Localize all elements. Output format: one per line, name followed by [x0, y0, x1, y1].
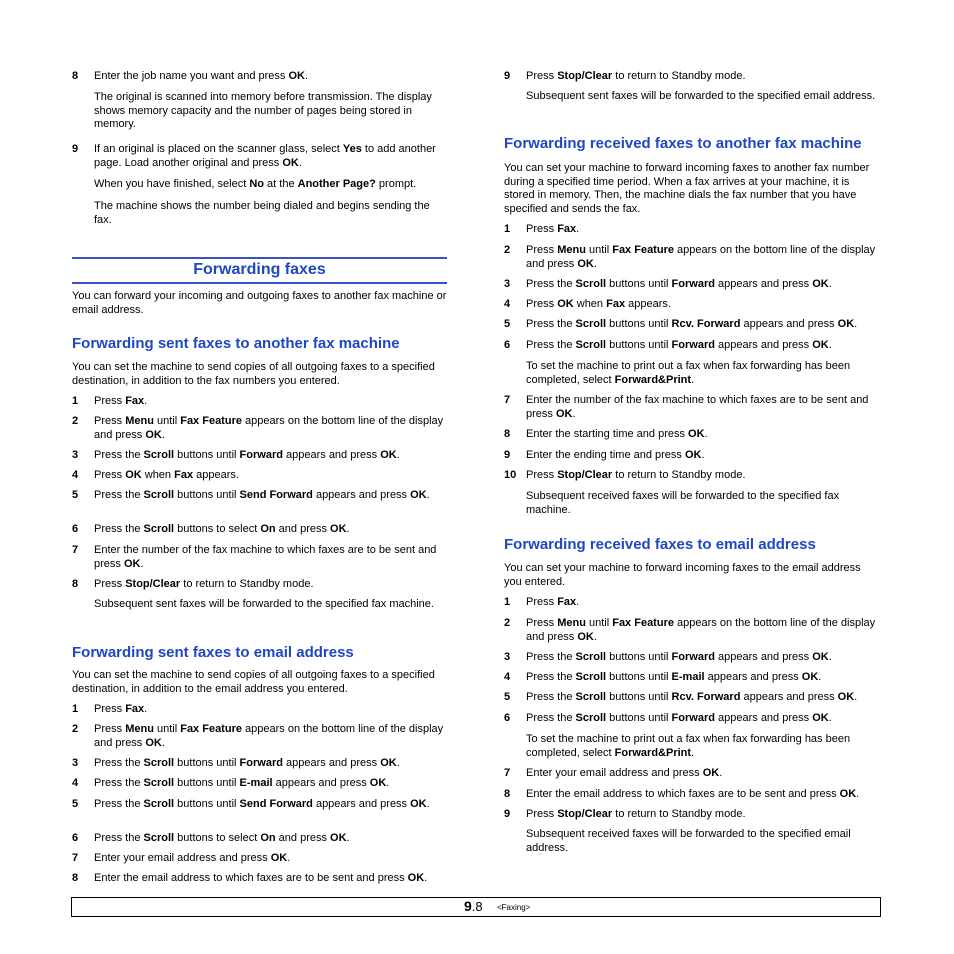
step-number: 1	[72, 395, 79, 407]
page-footer	[71, 897, 881, 917]
step-text: Press Stop/Clear to return to Standby mode.	[526, 70, 746, 82]
step-text: Press the Scroll buttons until E-mail appears and press OK.	[526, 671, 822, 683]
step-number: 6	[72, 832, 79, 844]
step-text: Press Menu until Fax Feature appears on the bottom line of the display and press OK.	[94, 415, 444, 441]
step-text: Enter the job name you want and press OK.	[94, 70, 309, 82]
step-note: The machine shows the number being dialed and begins sending the fax.	[94, 200, 430, 226]
step-text: Press the Scroll buttons until Send Forward appears and press OK.	[94, 798, 430, 810]
section-title-text: Forwarding faxes	[193, 261, 326, 278]
step-note: When you have finished, select No at the Another Page? prompt.	[94, 178, 417, 190]
step-number: 4	[72, 469, 79, 481]
step-number: 9	[504, 70, 511, 82]
step-note: Subsequent received faxes will be forwarded to the specified fax machine.	[526, 490, 840, 516]
step-text: Enter your email address and press OK.	[94, 852, 291, 864]
step-number: 4	[72, 777, 79, 789]
step-text: Press OK when Fax appears.	[94, 469, 239, 481]
step-note: To set the machine to print out a fax when fax forwarding has been completed, select Forward&Print.	[526, 733, 851, 759]
step-text: Press Stop/Clear to return to Standby mode.	[526, 469, 746, 481]
step-number: 8	[72, 872, 79, 884]
step-text: Press the Scroll buttons until Forward appears and press OK.	[94, 757, 400, 769]
step-text: Enter the ending time and press OK.	[526, 449, 705, 461]
step-text: Press Fax.	[526, 223, 580, 235]
step-text: Press the Scroll buttons until Forward appears and press OK.	[526, 712, 832, 724]
step-text: Press the Scroll buttons until Forward appears and press OK.	[526, 278, 832, 290]
step-number: 3	[504, 278, 511, 290]
step-number: 1	[504, 596, 511, 608]
step-text: Press the Scroll buttons until Forward appears and press OK.	[526, 339, 832, 351]
step-number: 8	[72, 578, 79, 590]
step-text: Press the Scroll buttons until E-mail appears and press OK.	[94, 777, 390, 789]
step-text: Press the Scroll buttons to select On and press OK.	[94, 832, 350, 844]
step-text: Press the Scroll buttons to select On and press OK.	[94, 523, 350, 535]
recv-email-intro: You can set your machine to forward incoming faxes to the email address you entered.	[504, 562, 861, 588]
step-number: 4	[504, 298, 511, 310]
sent-email-intro: You can set the machine to send copies of all outgoing faxes to a specified destination, in addition to the email address you entered.	[72, 669, 435, 695]
step-text: Press OK when Fax appears.	[526, 298, 671, 310]
step-note: Subsequent received faxes will be forwarded to the specified email address.	[526, 828, 851, 854]
heading-recv-email: Forwarding received faxes to email address	[504, 536, 816, 553]
step-number: 3	[72, 449, 79, 461]
step-number: 7	[72, 852, 79, 864]
section-title	[72, 257, 447, 284]
step-number: 2	[72, 723, 79, 735]
step-number: 5	[72, 798, 79, 810]
step-number: 5	[72, 489, 79, 501]
step-number: 7	[504, 767, 511, 779]
step-text: Press the Scroll buttons until Forward appears and press OK.	[94, 449, 400, 461]
page-chapter-number: 9	[464, 898, 472, 914]
step-text: Press Menu until Fax Feature appears on the bottom line of the display and press OK.	[526, 617, 876, 643]
recv-fax-intro: You can set your machine to forward incoming faxes to another fax number during a specified time period. When a fax arrives at your machine, it is stored in memory. Then, the machine dials the fax number that you have specified and sends the fax.	[504, 162, 870, 216]
step-text: Enter the email address to which faxes are to be sent and press OK.	[526, 788, 860, 800]
step-number: 6	[72, 523, 79, 535]
step-note: Subsequent sent faxes will be forwarded to the specified fax machine.	[94, 598, 434, 610]
step-text: Press the Scroll buttons until Forward appears and press OK.	[526, 651, 832, 663]
chapter-name: <Faxing>	[497, 903, 531, 912]
step-text: Press Stop/Clear to return to Standby mode.	[526, 808, 746, 820]
step-text: Press the Scroll buttons until Send Forward appears and press OK.	[94, 489, 430, 501]
page-number	[464, 899, 483, 914]
step-text: Press Fax.	[94, 395, 148, 407]
step-number: 8	[504, 788, 511, 800]
step-number: 5	[504, 318, 511, 330]
step-text: Enter your email address and press OK.	[526, 767, 723, 779]
step-text: Enter the number of the fax machine to which faxes are to be sent and press OK.	[526, 394, 869, 420]
step-number: 8	[504, 428, 511, 440]
heading-recv-fax: Forwarding received faxes to another fax machine	[504, 135, 862, 152]
sent-fax-intro: You can set the machine to send copies of all outgoing faxes to a specified destination, in addition to the fax numbers you entered.	[72, 361, 435, 387]
step-text: Press Menu until Fax Feature appears on the bottom line of the display and press OK.	[526, 244, 876, 270]
section-intro: You can forward your incoming and outgoing faxes to another fax machine or email address.	[72, 290, 447, 316]
step-number: 7	[72, 544, 79, 556]
step-number: 1	[72, 703, 79, 715]
step-number: 3	[504, 651, 511, 663]
step-number: 9	[504, 808, 511, 820]
step-text: Press Fax.	[526, 596, 580, 608]
step-text: Press the Scroll buttons until Rcv. Forward appears and press OK.	[526, 691, 858, 703]
step-number: 6	[504, 339, 511, 351]
step-text: Press Menu until Fax Feature appears on the bottom line of the display and press OK.	[94, 723, 444, 749]
step-number: 2	[504, 244, 511, 256]
step-number: 9	[72, 143, 79, 155]
step-text: Enter the starting time and press OK.	[526, 428, 708, 440]
step-number: 7	[504, 394, 511, 406]
step-text: Press the Scroll buttons until Rcv. Forward appears and press OK.	[526, 318, 858, 330]
heading-sent-fax: Forwarding sent faxes to another fax machine	[72, 335, 400, 352]
step-note: The original is scanned into memory before transmission. The display shows memory capacity and the number of pages being stored in memory.	[94, 91, 432, 131]
heading-sent-email: Forwarding sent faxes to email address	[72, 644, 354, 661]
step-text: Enter the email address to which faxes are to be sent and press OK.	[94, 872, 428, 884]
step-note: To set the machine to print out a fax when fax forwarding has been completed, select Forward&Print.	[526, 360, 851, 386]
step-text: Press Stop/Clear to return to Standby mode.	[94, 578, 314, 590]
step-number: 9	[504, 449, 511, 461]
step-number: 6	[504, 712, 511, 724]
step-number: 4	[504, 671, 511, 683]
step-number: 5	[504, 691, 511, 703]
step-number: 3	[72, 757, 79, 769]
step-text: Press Fax.	[94, 703, 148, 715]
step-note: Subsequent sent faxes will be forwarded to the specified email address.	[526, 90, 876, 102]
step-number: 10	[504, 469, 517, 481]
step-number: 2	[504, 617, 511, 629]
step-number: 2	[72, 415, 79, 427]
step-number: 8	[72, 70, 79, 82]
step-text: Enter the number of the fax machine to which faxes are to be sent and press OK.	[94, 544, 437, 570]
step-number: 1	[504, 223, 511, 235]
page-sub-number: .8	[471, 899, 483, 914]
step-text: If an original is placed on the scanner glass, select Yes to add another page. Load another original and press OK.	[94, 143, 436, 169]
